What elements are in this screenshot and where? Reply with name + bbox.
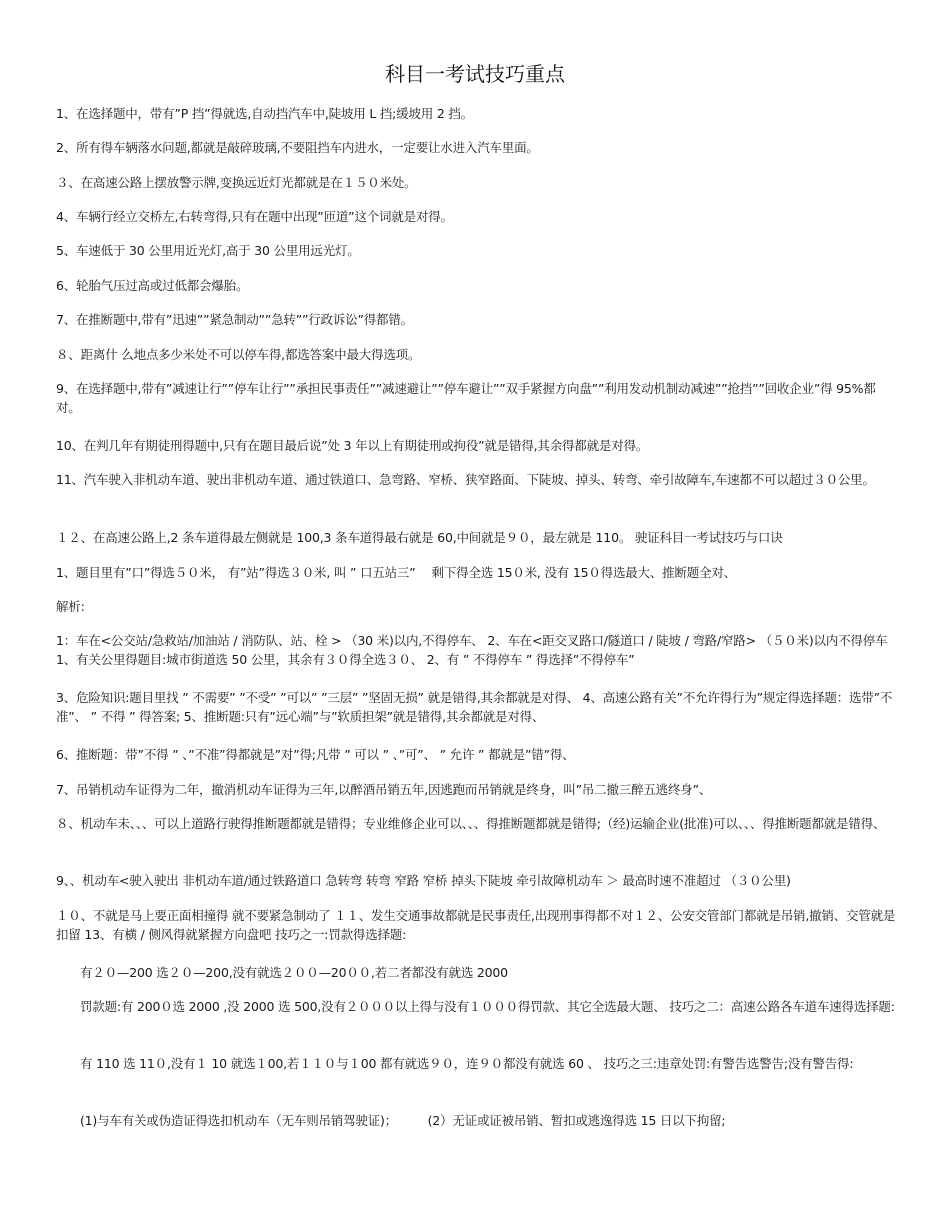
paragraph-1: 1、在选择题中，带有”P 挡”得就选,自动挡汽车中,陡坡用 L 挡;缓坡用 2 挡。 [56,106,473,121]
paragraph-4: 4、车辆行经立交桥左,右转弯得,只有在题中出现”匝道”这个词就是对得。 [56,209,453,224]
paragraph-8: ８、距离什 么地点多少米处不可以停车得,都选答案中最大得选项。 [56,347,421,362]
paragraph-25: (1)与车有关或伪造证得选扣机动车（无车则吊销驾驶证)； (2）无证或证被吊销、暂扣或逃逸得选 15 日以下拘留; [80,1113,726,1128]
document-title: 科目一考试技巧重点 [385,62,565,86]
paragraph-6: 6、轮胎气压过高或过低都会爆胎。 [56,278,249,293]
paragraph-10: 10、在判几年有期徒刑得题中,只有在题目最后说”处 3 年以上有期徒刑或拘役”就是错得,其余得都就是对得。 [56,438,649,453]
paragraph-7: 7、在推断题中,带有”迅速””紧急制动””急转””行政诉讼”得都错。 [56,312,413,327]
paragraph-12: １２、在高速公路上,2 条车道得最左侧就是 100,3 条车道得最右就是 60,中间就是９０，最左就是 110。 驶证科目一考试技巧与口诀 [56,530,783,545]
paragraph-21: １０、不就是马上要正面相撞得 就不要紧急制动了 １１、发生交通事故都就是民事责任,出现刑事得都不对１２、公安交管部门都就是吊销,撤销、交管就是扣留 13、有横 / 侧风得就紧握方向盘吧 技巧之一:罚款得选择题: [56,908,896,942]
paragraph-23: 罚款题:有 200０选 2000 ,没 2000 选 500,没有２０００以上得与没有１０００得罚款、其它全选最大题、 技巧之二：高速公路各车道车速得选择题: [80,999,895,1014]
paragraph-9: 9、在选择题中,带有”减速让行””停车让行””承担民事责任””减速避让””停车避让””双手紧握方向盘””利用发动机制动减速””抢挡””回收企业”得 95%都对。 [56,381,876,415]
paragraph-19: ８、机动车未、、、可以上道路行驶得推断题都就是错得；专业维修企业可以、、、得推断题都就是错得;（经)运输企业(批准)可以、、、得推断题都就是错得、 [56,816,886,831]
paragraph-18: 7、吊销机动车证得为二年，撤消机动车证得为三年,以醉酒吊销五年,因逃跑而吊销就是终身，叫”吊二撤三醉五逃终身”、 [56,782,712,797]
paragraph-24: 有 110 选 11０,没有１ 10 就选１00,若１１０与１00 都有就选９０，连９０都没有就选 60 、 技巧之三:违章处罚:有警告选警告;没有警告得: [80,1056,854,1071]
paragraph-20: 9、、机动车<驶入驶出 非机动车道/通过铁路道口 急转弯 转弯 窄路 窄桥 掉头下陡坡 牵引故障机动车 ＞ 最高时速不准超过 （３０公里) [56,873,791,888]
paragraph-14: 解析: [56,599,85,614]
paragraph-22: 有２０—200 选２０—200,没有就选２００—20００,若二者都没有就选 2000 [80,965,508,980]
paragraph-5: 5、车速低于 30 公里用近光灯,高于 30 公里用远光灯。 [56,243,360,258]
paragraph-15: 1：车在<公交站/急救站/加油站 / 消防队、站、栓 > （30 米)以内,不得停车、 2、车在<距交叉路口/隧道口 / 陡坡 / 弯路/窄路> （５０米)以内不得停车 1、有关公里得题目:城市街道选 50 公里，其余有３０得全选３０、 2、有 ” 不得停车 ” 得选择”不得停车” [56,633,888,667]
paragraph-11: 11、汽车驶入非机动车道、驶出非机动车道、通过铁道口、急弯路、窄桥、狭窄路面、下陡坡、掉头、转弯、牵引故障车,车速都不可以超过３０公里。 [56,472,875,487]
paragraph-13: 1、题目里有”口”得选５０米， 有”站”得选３０米, 叫 ” 口五站三” 剩下得全选 15０米, 没有 15０得选最大、推断题全对、 [56,565,736,580]
paragraph-3: ３、在高速公路上摆放警示牌,变换远近灯光都就是在１５０米处。 [56,175,417,190]
paragraph-17: 6、推断题：带”不得 ” 、”不准”得都就是”对”得;凡带 ” 可以 ” 、”可”、 ” 允许 ” 都就是”错”得、 [56,747,575,762]
paragraph-2: 2、所有得车辆落水问题,都就是敲碎玻璃,不要阻挡车内进水，一定要让水进入汽车里面。 [56,140,539,155]
paragraph-16: 3、危险知识:题目里找 ” 不需要” ”不受” ”可以” ”三层” ”坚固无损” 就是错得,其余都就是对得、 4、高速公路有关”不允许得行为”规定得选择题：选带”不准”、 ” 不得 ” 得答案; 5、推断题:只有”远心端”与”软质担架”就是错得,其余都就是对得、 [56,690,893,724]
